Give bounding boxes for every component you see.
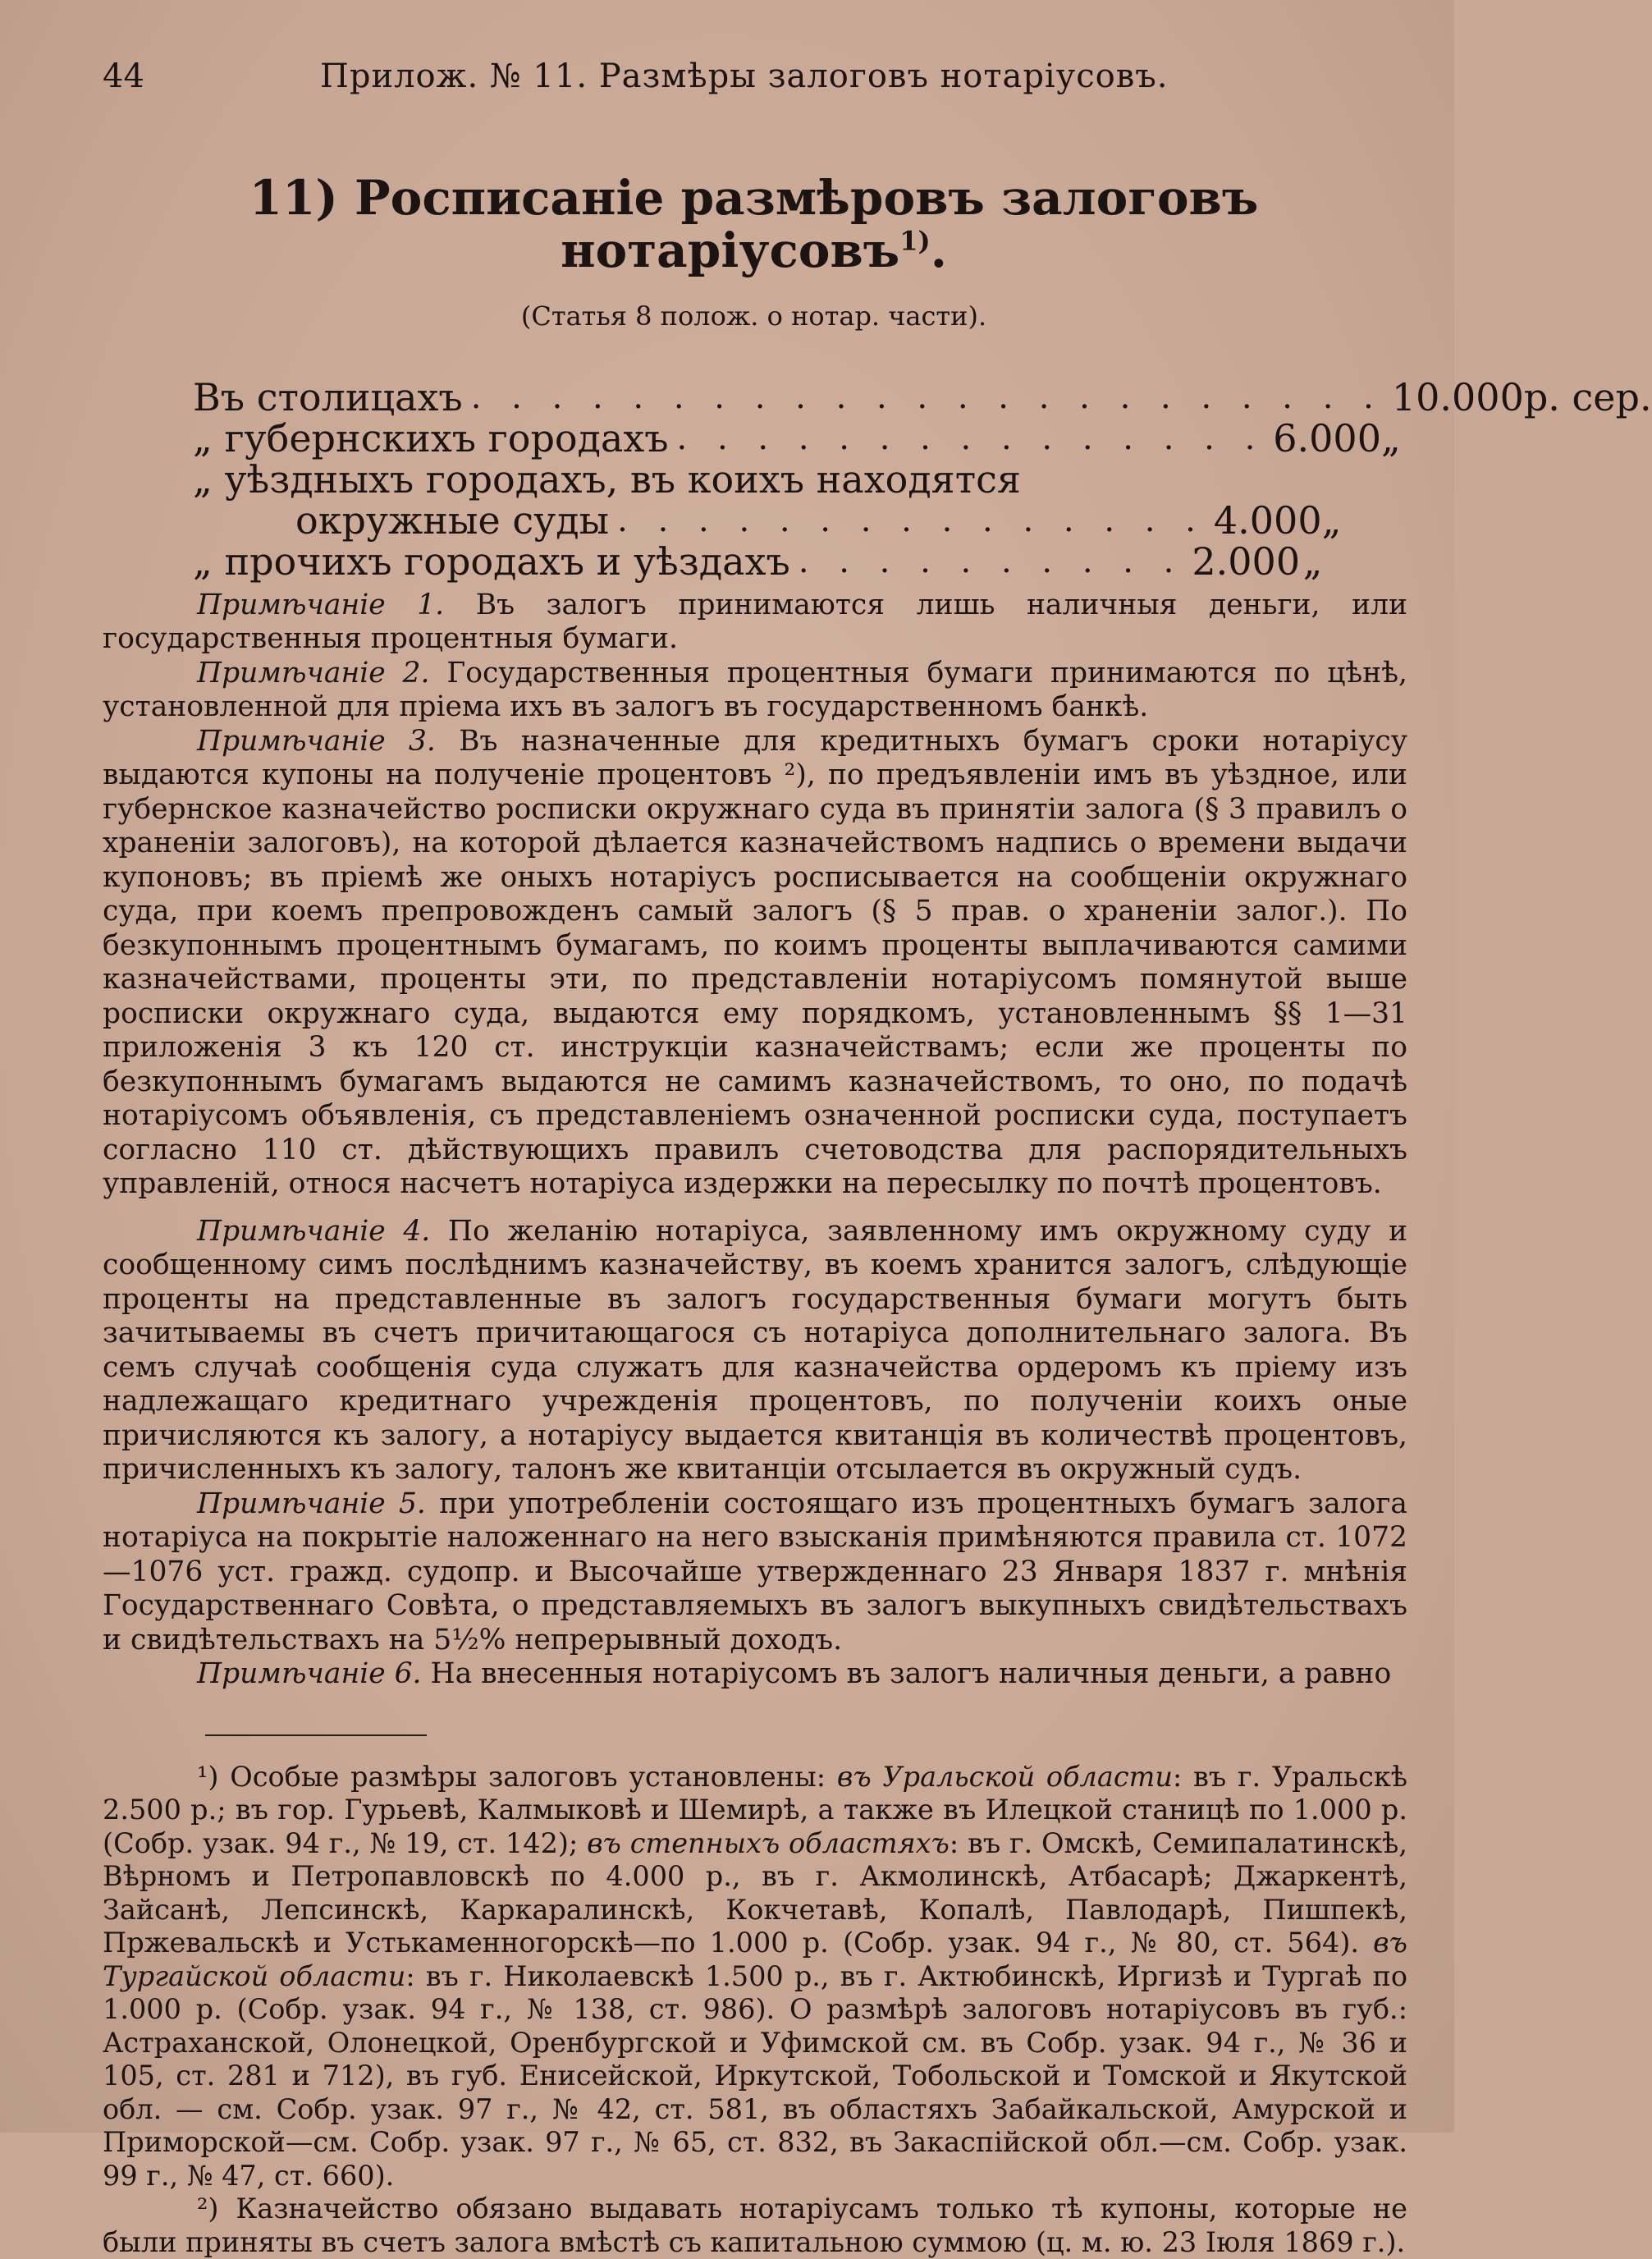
note-2 <box>103 657 1407 725</box>
rate-label: окружные суды <box>295 497 610 543</box>
rate-row-provincial <box>193 415 1401 461</box>
rate-unit: р. сер. <box>1523 374 1652 419</box>
leader-dots: . . . . . . . . . . . . . . . <box>617 501 1206 539</box>
rate-amount: 4.000 <box>1213 497 1322 543</box>
note-text: На внесенныя нотаріусомъ въ залогъ наличныя деньги, а равно <box>421 1657 1392 1691</box>
leader-dots: . . . . . . . . . . . . . . . <box>676 419 1265 457</box>
note-text: при употребленіи состоящаго изъ процентныхъ бумагъ залога нотаріуса на покрытіе наложеннаго на него взысканія примѣняются правила ст. 1072—1076 уст. гражд. судопр. и Высочайше утвержденнаго 23 Января 1837 г. мнѣнія Государственнаго Совѣта, о представляемыхъ въ залогъ выкупныхъ свидѣтельствахъ и свидѣтельствахъ на 5½% непрерывный доходъ. <box>103 1487 1408 1656</box>
note-label: Примѣчаніе 1. <box>197 588 445 621</box>
note-text: Въ назначенные для кредитныхъ бумагъ сроки нотаріусу выдаются купоны на полученіе процентовъ ²), по предъявленіи имъ въ уѣздное, или губернское казначейство росписки окружнаго суда въ принятіи залога (§ 3 правилъ о храненіи залоговъ), на которой дѣлается казначействомъ надпись о времени выдачи купоновъ; въ пріемѣ же оныхъ нотаріусъ росписывается на сообщеніи окружнаго суда, при коемъ препровожденъ самый залогъ (§ 5 прав. о храненіи залог.). По безкупоннымъ процентнымъ бумагамъ, по коимъ проценты выплачиваются самими казначействами, проценты эти, по представленіи нотаріусомъ помянутой выше росписки окружнаго суда, выдаются ему порядкомъ, установленнымъ §§ 1—31 приложенія 3 къ 120 ст. инструкціи казначействамъ; если же проценты по безкупоннымъ бумагамъ выдаются не самимъ казначействомъ, то оно, по подачѣ нотаріусомъ объявленія, съ представленіемъ означенной росписки суда, поступаетъ согласно 110 ст. дѣйствующихъ правилъ счетоводства для распорядительныхъ управленій, относя насчетъ нотаріуса издержки на пересылку по почтѣ процентовъ. <box>103 724 1407 1201</box>
rates-table <box>193 374 1652 584</box>
running-title: Прилож. № 11. Размѣры залоговъ нотаріусовъ. <box>320 57 1169 95</box>
rate-row-other <box>193 538 1325 584</box>
footnote-text: : въ г. Николаевскѣ 1.500 р., въ г. Актюбинскѣ, Иргизѣ и Тургаѣ по 1.000 р. (Собр. узак. 94 г., № 138, ст. 986). О размѣрѣ залоговъ нотаріусовъ въ губ.: Астраханской, Олонецкой, Оренбургской и Уфимской см. въ Собр. узак. 94 г., № 36 и 105, ст. 281 и 712), въ губ. Енисейской, Иркутской, Тобольской и Томской и Якутской обл. — см. Собр. узак. 97 г., № 42, ст. 581, въ областяхъ Забайкальской, Амурской и Приморской—см. Собр. узак. 97 г., № 65, ст. 832, въ Закаспійской обл.—см. Собр. узак. 99 г., № 47, ст. 660). <box>103 1959 1407 2192</box>
rate-label: Въ столицахъ <box>193 374 463 419</box>
note-4 <box>103 1215 1407 1487</box>
note-1 <box>103 589 1407 657</box>
running-head <box>103 57 1405 115</box>
footnote-region: въ Уральской области <box>836 1760 1173 1793</box>
rate-row-capitals <box>193 374 1652 419</box>
rate-row-district <box>193 497 1342 543</box>
footnote-region: въ степныхъ областяхъ <box>587 1826 950 1859</box>
rate-amount: 2.000 <box>1192 538 1301 584</box>
document-subtitle: (Статья 8 полож. о нотар. части). <box>520 300 987 332</box>
rate-label: „ губернскихъ городахъ <box>193 415 669 461</box>
document-title: 11) Росписаніе размѣровъ залоговъ нотаріусовъ$^{1)}$. <box>249 170 1259 278</box>
note-6 <box>103 1657 1407 1692</box>
rate-label: „ прочихъ городахъ и уѣздахъ <box>193 538 790 584</box>
footnote-region: въ Тургайской области <box>103 1927 1407 1992</box>
footnote-1 <box>103 1761 1407 2193</box>
page-number: 44 <box>103 57 144 95</box>
rate-unit: „ <box>1321 497 1342 543</box>
note-3 <box>103 725 1407 1202</box>
footnote-text: ²) Казначейство обязано выдавать нотаріусамъ только тѣ купоны, которые не были приняты въ счетъ залога вмѣстѣ съ капитальною суммою (ц. м. ю. 23 Іюля 1869 г.). <box>103 2193 1407 2258</box>
title-text: 11) Росписаніе размѣровъ залоговъ нотаріусовъ <box>249 170 1259 278</box>
footnotes-section <box>103 1761 1407 2259</box>
rate-amount: 10.000 <box>1391 374 1524 419</box>
note-5 <box>103 1487 1407 1658</box>
rate-row-district-head <box>193 456 1325 502</box>
rate-unit: „ <box>1380 415 1401 461</box>
title-footnote-marker: 1) <box>899 225 931 257</box>
note-label: Примѣчаніе 4. <box>197 1214 431 1248</box>
note-label: Примѣчаніе 5. <box>197 1487 426 1520</box>
leader-dots: . . . . . . . . . . <box>798 542 1184 580</box>
rate-unit: „ <box>1302 538 1323 584</box>
footnote-2 <box>103 2193 1407 2259</box>
rate-label: „ уѣздныхъ городахъ, въ коихъ находятся <box>193 456 1021 502</box>
note-text: По желанію нотаріуса, заявленному имъ окружному суду и сообщенному симъ послѣднимъ казначейству, въ коемъ хранится залогъ, слѣдующіе проценты на представленные въ залогъ государственныя бумаги могутъ быть зачитываемы въ счетъ причитающагося съ нотаріуса дополнительнаго залога. Въ семъ случаѣ сообщенія суда служатъ для казначейства ордеромъ къ пріему изъ надлежащаго кредитнаго учрежденія процентовъ, по полученіи коихъ оные причисляются къ залогу, а нотаріусу выдается квитанція въ количествѣ процентовъ, причисленныхъ къ залогу, талонъ же квитанціи отсылается въ окружный судъ. <box>103 1214 1407 1487</box>
footnote-text: ¹) Особые размѣры залоговъ установлены: <box>197 1760 837 1793</box>
footnote-text: : въ г. Омскѣ, Семипалатинскѣ, Вѣрномъ и Петропавловскѣ по 4.000 р., въ г. Акмолинскѣ, Атбасарѣ; Джаркентѣ, Зайсанѣ, Лепсинскѣ, Каркаралинскѣ, Кокчетавѣ, Копалѣ, Павлодарѣ, Пишпекѣ, Пржевальскѣ и Устькаменногорскѣ—по 1.000 р. (Собр. узак. 94 г., № 80, ст. 564). <box>103 1826 1407 1959</box>
footnote-divider <box>205 1734 427 1736</box>
notes-section <box>103 589 1407 1692</box>
leader-dots: . . . . . . . . . . . . . . . . . . . . . . . <box>470 378 1384 416</box>
note-label: Примѣчаніе 6. <box>197 1657 422 1691</box>
note-label: Примѣчаніе 3. <box>197 724 436 758</box>
note-text: Въ залогъ принимаются лишь наличныя деньги, или государственныя процентныя бумаги. <box>103 588 1407 656</box>
note-label: Примѣчаніе 2. <box>197 656 430 690</box>
rate-amount: 6.000 <box>1273 415 1381 461</box>
footnote-text: : въ г. Уральскѣ 2.500 р.; въ гор. Гурьевѣ, Калмыковѣ и Шемирѣ, а также въ Илецкой станицѣ по 1.000 р. (Собр. узак. 94 г., № 19, ст. 142); <box>103 1760 1408 1859</box>
note-text: Государственныя процентныя бумаги принимаются по цѣнѣ, установленной для пріема ихъ въ залогъ въ государственномъ банкѣ. <box>103 656 1407 724</box>
